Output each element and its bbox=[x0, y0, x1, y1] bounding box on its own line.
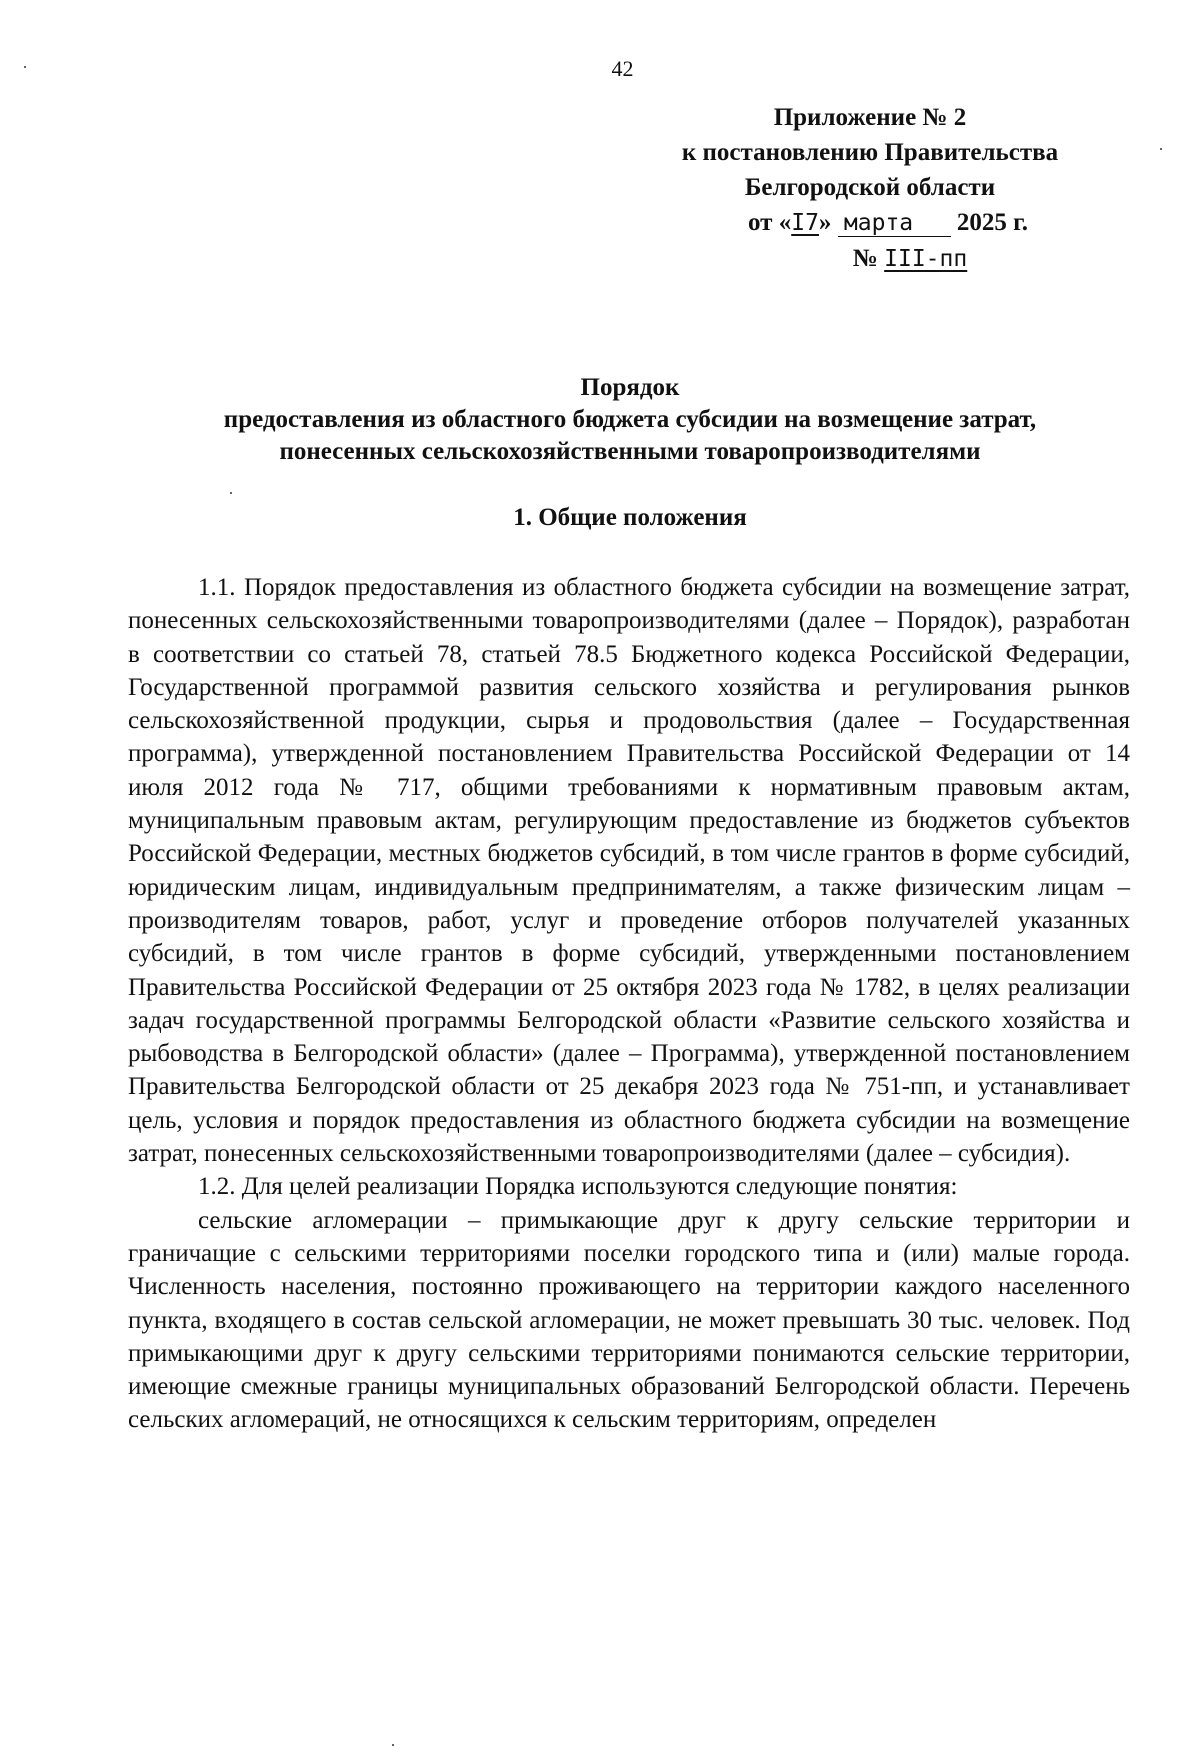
appendix-region: Белгородской области bbox=[744, 174, 996, 201]
approval-date bbox=[658, 205, 1118, 241]
section-heading: 1. Общие положения bbox=[513, 504, 747, 531]
scan-speck bbox=[392, 1744, 394, 1746]
paragraph-1-2: 1.2. Для целей реализации Порядка используются следующие понятия: bbox=[198, 1173, 958, 1201]
number-value: III-пп bbox=[884, 246, 968, 272]
scan-speck bbox=[1160, 148, 1162, 150]
scan-speck bbox=[230, 492, 232, 494]
document-title bbox=[130, 372, 1130, 468]
body-text bbox=[128, 571, 1130, 1437]
page-number: 42 bbox=[611, 56, 634, 81]
date-month-blank bbox=[838, 210, 951, 237]
approval-number bbox=[680, 241, 1140, 277]
title-line-2: предоставления из областного бюджета субсидии на возмещение затрат, bbox=[223, 406, 1037, 433]
title-line-3: понесенных сельскохозяйственными товаропроизводителями bbox=[279, 438, 981, 465]
paragraph-1-1: 1.1. Порядок предоставления из областного бюджета субсидии на возмещение затрат, понесенных сельскохозяйственными товаропроизводителями (далее – Порядок), разработан в соответствии со статьей 78, статьей 78.5 Бюджетного кодекса Российской Федерации, Государственной программой развития сельского хозяйства и регулирования рынков сельскохозяйственной продукции, сырья и продовольствия (далее – Государственная программа), утвержденной постановлением Правительства Российской Федерации от 14 июля 2012 года № 717, общими требованиями к нормативным правовым актам, муниципальным правовым актам, регулирующим предоставление из бюджетов субъектов Российской Федерации, местных бюджетов субсидий, в том числе грантов в форме субсидий, юридическим лицам, индивидуальным предпринимателям, а также физическим лицам – производителям товаров, работ, услуг и проведение отборов получателей указанных субсидий, в том числе грантов в форме субсидий, утвержденными постановлением Правительства Российской Федерации от 25 октября 2023 года № 1782, в целях реализации задач государственной программы Белгородской области «Развитие сельского хозяйства и рыбоводства в Белгородской области» (далее – Программа), утвержденной постановлением Правительства Белгородской области от 25 декабря 2023 года № 751-пп, и устанавливает цель, условия и порядок предоставления из областного бюджета субсидии на возмещение затрат, понесенных сельскохозяйственными товаропроизводителями (далее – субсидия). bbox=[128, 574, 1130, 1168]
appendix-header bbox=[640, 100, 1100, 277]
date-year: 2025 г. bbox=[956, 209, 1028, 236]
number-prefix: № bbox=[852, 245, 878, 272]
date-prefix: от « bbox=[748, 209, 792, 236]
date-day: I7 bbox=[791, 210, 819, 236]
paragraph-definition: сельские агломерации – примыкающие друг к другу сельские территории и граничащие с сельскими территориями поселки городского типа и (или) малые города. Численность населения, постоянно проживающего на территории каждого населенного пункта, входящего в состав сельской агломерации, не может превышать 30 тыс. человек. Под примыкающими друг к другу сельскими территориями понимаются сельские территории, имеющие смежные границы муниципальных образований Белгородской области. Перечень сельских агломераций, не относящихся к сельским территориям, определен bbox=[128, 1206, 1130, 1434]
date-mid: » bbox=[818, 209, 832, 236]
title-line-1: Порядок bbox=[580, 374, 680, 401]
appendix-resolution-ref: к постановлению Правительства bbox=[681, 139, 1059, 166]
scan-speck bbox=[24, 66, 26, 68]
date-month: марта bbox=[843, 210, 914, 236]
appendix-title: Приложение № 2 bbox=[773, 104, 967, 131]
